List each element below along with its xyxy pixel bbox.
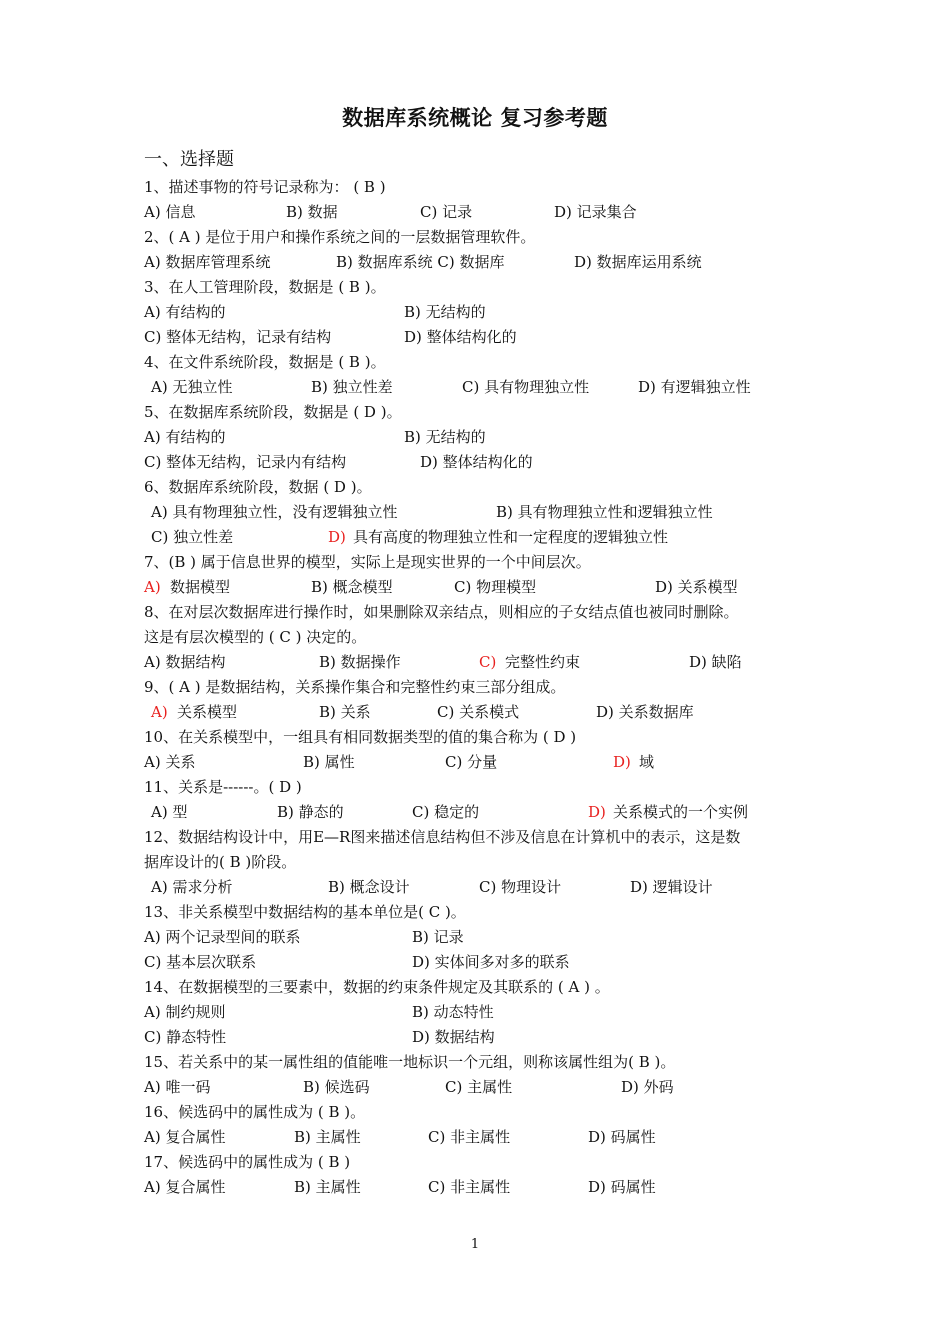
option-b: B) 关系 xyxy=(319,703,371,721)
option-a: A) 复合属性 xyxy=(144,1128,226,1146)
option-d: D) 关系数据库 xyxy=(596,703,694,721)
option-a: A) 唯一码 xyxy=(144,1078,211,1096)
option-b: B) 独立性差 xyxy=(311,378,393,396)
option-b: B) 概念模型 xyxy=(311,578,393,596)
option-c: C) 分量 xyxy=(445,753,498,771)
option-a: A) 具有物理独立性，没有逻辑独立性 xyxy=(151,503,398,521)
option-a: A) 型 xyxy=(151,803,188,821)
option-a: A) 数据库管理系统 xyxy=(144,253,271,271)
option-a: A) 需求分析 xyxy=(151,878,233,896)
option-b: B) 无结构的 xyxy=(404,428,486,446)
page-title: 数据库系统概论 复习参考题 xyxy=(342,106,608,130)
option-d: D) 实体间多对多的联系 xyxy=(412,953,570,971)
option-c: C) 物理设计 xyxy=(479,878,562,896)
option-c: C) 整体无结构，记录内有结构 xyxy=(144,453,347,471)
question-8-continued: 这是有层次模型的 ( C ) 决定的。 xyxy=(144,628,367,646)
option-b: B) 主属性 xyxy=(294,1178,361,1196)
option-d-answer-marker: D) xyxy=(613,753,631,771)
option-d: 域 xyxy=(639,753,655,771)
section-heading: 一、选择题 xyxy=(144,149,234,170)
option-b: B) 动态特性 xyxy=(412,1003,494,1021)
question-2: 2、( A ) 是位于用户和操作系统之间的一层数据管理软件。 xyxy=(144,228,536,246)
option-d-answer-marker: D) xyxy=(588,803,606,821)
question-3: 3、在人工管理阶段，数据是 ( B )。 xyxy=(144,278,386,296)
option-a-answer-marker: A) xyxy=(144,578,161,596)
question-9: 9、( A ) 是数据结构，关系操作集合和完整性约束三部分组成。 xyxy=(144,678,566,696)
question-15: 15、若关系中的某一属性组的值能唯一地标识一个元组，则称该属性组为( B )。 xyxy=(144,1053,676,1071)
option-c: C) 非主属性 xyxy=(428,1178,511,1196)
option-a: A) 无独立性 xyxy=(151,378,233,396)
option-c: C) 主属性 xyxy=(445,1078,513,1096)
option-a: A) 关系 xyxy=(144,753,196,771)
option-c: C) 物理模型 xyxy=(454,578,537,596)
option-b: B) 无结构的 xyxy=(404,303,486,321)
option-c: C) 基本层次联系 xyxy=(144,953,257,971)
option-d: 关系模式的一个实例 xyxy=(613,803,749,821)
option-a: A) 有结构的 xyxy=(144,428,226,446)
option-c: C) 独立性差 xyxy=(151,528,234,546)
option-d: D) 码属性 xyxy=(588,1178,656,1196)
option-a: A) 有结构的 xyxy=(144,303,226,321)
option-b: B) 具有物理独立性和逻辑独立性 xyxy=(496,503,713,521)
question-17: 17、候选码中的属性成为 ( B ) xyxy=(144,1153,351,1171)
question-16: 16、候选码中的属性成为 ( B )。 xyxy=(144,1103,366,1121)
question-10: 10、在关系模型中，一组具有相同数据类型的值的集合称为 ( D ) xyxy=(144,728,577,746)
option-c: C) 整体无结构，记录有结构 xyxy=(144,328,332,346)
option-c: C) 关系模式 xyxy=(437,703,520,721)
option-d: D) 数据结构 xyxy=(412,1028,495,1046)
option-b: B) 静态的 xyxy=(277,803,344,821)
option-a: A) 制约规则 xyxy=(144,1003,226,1021)
option-d: D) 整体结构化的 xyxy=(420,453,533,471)
option-d: D) 逻辑设计 xyxy=(630,878,713,896)
option-d: 具有高度的物理独立性和一定程度的逻辑独立性 xyxy=(353,528,669,546)
question-1: 1、描述事物的符号记录称为： ( B ) xyxy=(144,178,386,196)
option-a: A) 数据结构 xyxy=(144,653,226,671)
option-b: B) 候选码 xyxy=(303,1078,370,1096)
option-b: B) 概念设计 xyxy=(328,878,410,896)
option-d: D) 有逻辑独立性 xyxy=(638,378,751,396)
option-a: A) 信息 xyxy=(144,203,196,221)
option-a: 数据模型 xyxy=(170,578,231,596)
option-c: C) 记录 xyxy=(420,203,473,221)
question-13: 13、非关系模型中数据结构的基本单位是( C )。 xyxy=(144,903,466,921)
option-c: C) 静态特性 xyxy=(144,1028,227,1046)
page-number: 1 xyxy=(470,1237,480,1252)
option-b: B) 属性 xyxy=(303,753,355,771)
option-d: D) 整体结构化的 xyxy=(404,328,517,346)
option-b: B) 主属性 xyxy=(294,1128,361,1146)
question-12-continued: 据库设计的( B )阶段。 xyxy=(144,853,297,871)
option-c: C) 具有物理独立性 xyxy=(462,378,590,396)
question-6: 6、数据库系统阶段，数据 ( D )。 xyxy=(144,478,372,496)
option-c: 完整性约束 xyxy=(505,653,581,671)
option-c-answer-marker: C) xyxy=(479,653,497,671)
question-5: 5、在数据库系统阶段，数据是 ( D )。 xyxy=(144,403,402,421)
option-d: D) 外码 xyxy=(621,1078,674,1096)
option-c: C) 非主属性 xyxy=(428,1128,511,1146)
option-b: B) 数据操作 xyxy=(319,653,401,671)
option-d-answer-marker: D) xyxy=(328,528,346,546)
question-4: 4、在文件系统阶段，数据是 ( B )。 xyxy=(144,353,386,371)
option-c: C) 稳定的 xyxy=(412,803,480,821)
option-a: A) 两个记录型间的联系 xyxy=(144,928,301,946)
option-a-answer-marker: A) xyxy=(151,703,168,721)
option-b: B) 数据 xyxy=(286,203,338,221)
option-b: B) 数据库系统 C) 数据库 xyxy=(336,253,505,271)
question-14: 14、在数据模型的三要素中，数据的约束条件规定及其联系的 ( A ) 。 xyxy=(144,978,610,996)
option-d: D) 码属性 xyxy=(588,1128,656,1146)
option-b: B) 记录 xyxy=(412,928,464,946)
option-a: A) 复合属性 xyxy=(144,1178,226,1196)
option-d: D) 关系模型 xyxy=(655,578,738,596)
option-a: 关系模型 xyxy=(177,703,238,721)
question-12: 12、数据结构设计中，用E—R图来描述信息结构但不涉及信息在计算机中的表示，这是数 xyxy=(144,828,741,846)
question-7: 7、(B ) 属于信息世界的模型，实际上是现实世界的一个中间层次。 xyxy=(144,553,591,571)
option-d: D) 缺陷 xyxy=(689,653,742,671)
option-d: D) 记录集合 xyxy=(554,203,637,221)
question-11: 11、关系是------。( D ) xyxy=(144,778,302,796)
option-d: D) 数据库运用系统 xyxy=(574,253,702,271)
question-8: 8、在对层次数据库进行操作时，如果删除双亲结点，则相应的子女结点值也被同时删除。 xyxy=(144,603,739,621)
